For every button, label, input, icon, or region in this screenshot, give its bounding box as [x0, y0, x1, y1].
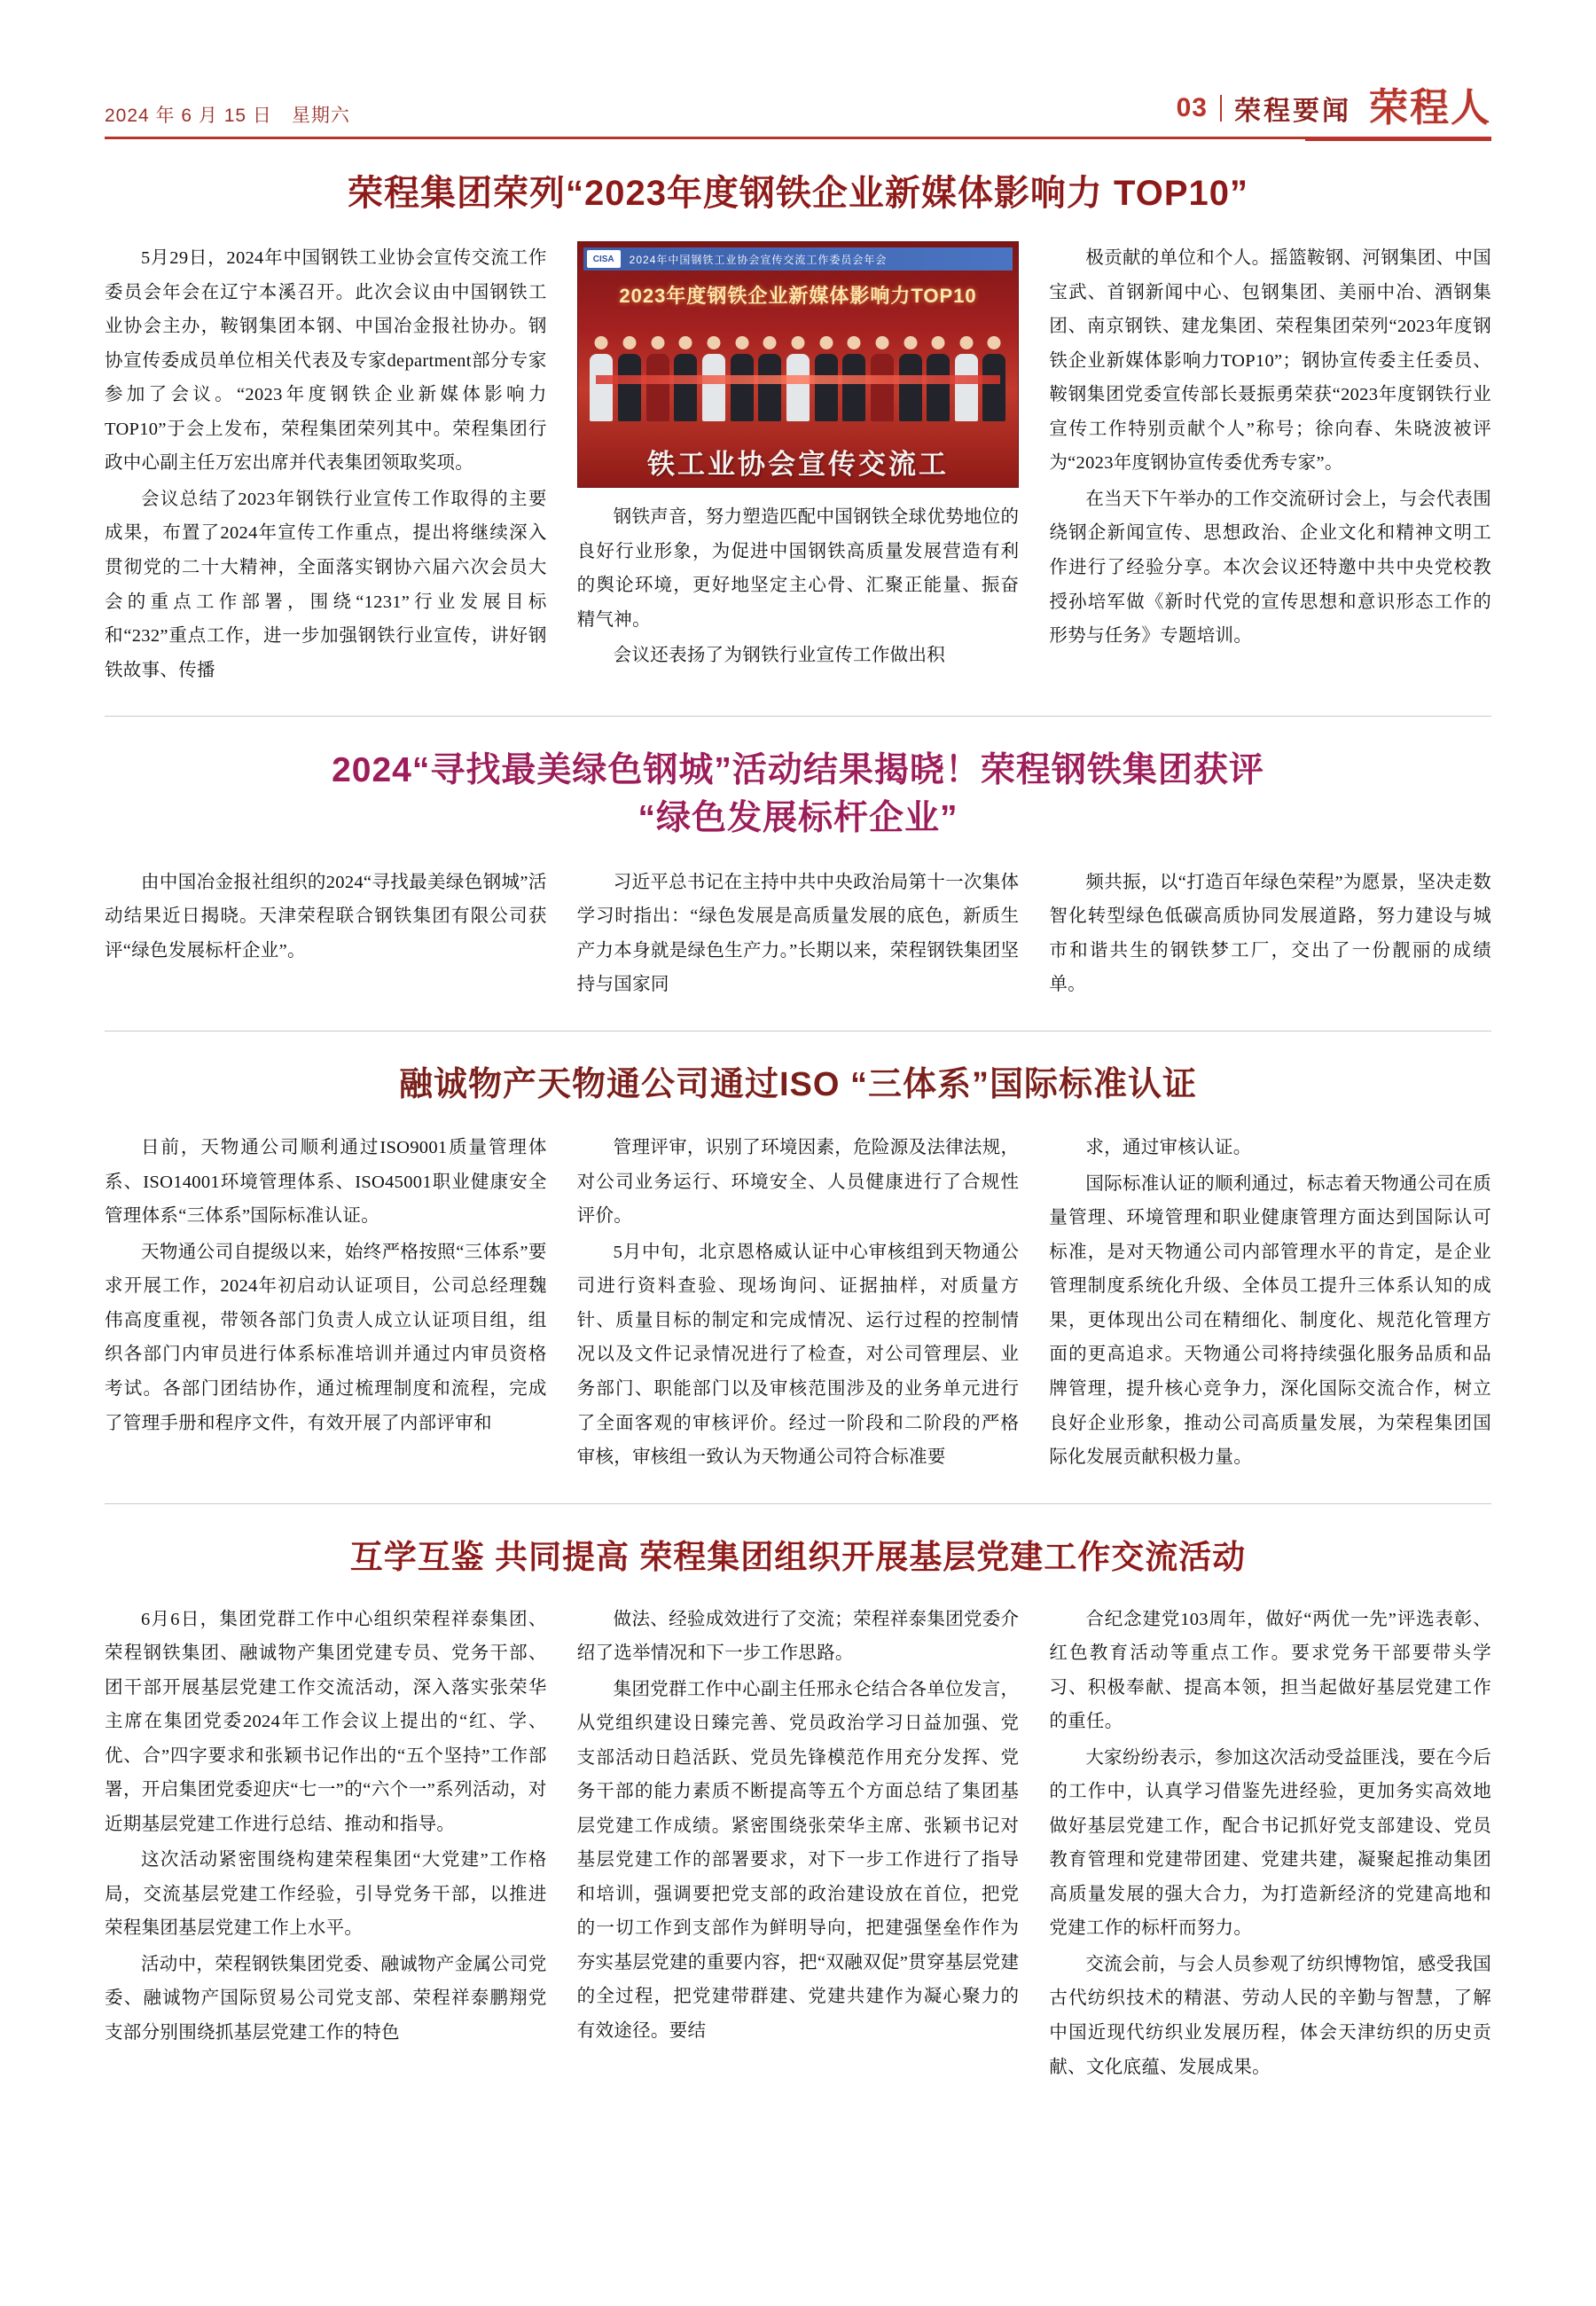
paragraph: 在当天下午举办的工作交流研讨会上，与会代表围绕钢企新闻宣传、思想政治、企业文化和精神文明工作进行了经验分享。本次会议还特邀中共中央党校教授孙培军做《新时代党的宣传思想和意识形态工作的形势与任务》专题培训。	[1049, 489, 1492, 647]
article-2-headline	[105, 747, 1491, 843]
photo-banner-text: 2024年中国钢铁工业协会宣传交流工作委员会年会	[583, 247, 1013, 271]
article-2-column-3	[1049, 866, 1491, 1004]
article-3-headline: 融诚物产天物通公司通过ISO “三体系”国际标准认证	[398, 1065, 1198, 1103]
photo-people-row	[591, 315, 1005, 421]
section-name: 荣程要闻	[1234, 97, 1351, 126]
article-1-column-3	[1049, 241, 1491, 689]
article-2	[105, 717, 1491, 1004]
issue-date	[105, 101, 350, 128]
headline-line-1: 2024“寻找最美绿色钢城”活动结果揭晓！荣程钢铁集团获评	[332, 751, 1264, 790]
masthead	[105, 0, 1491, 139]
publication-logo	[1369, 86, 1491, 130]
article-3	[105, 1031, 1491, 1477]
paragraph: 由中国冶金报社组织的2024“寻找最美绿色钢城”活动结果近日揭晓。天津荣程联合钢铁集团有限公司获评“绿色发展标杆企业”。	[105, 872, 547, 961]
paragraph: 习近平总书记在主持中共中央政治局第十一次集体学习时指出：“绿色发展是高质量发展的底色，新质生产力本身就是绿色生产力。”长期以来，荣程钢铁集团坚持与国家同	[576, 872, 1020, 995]
photo-screen-title: 2023年度钢铁企业新媒体影响力TOP10	[619, 285, 977, 308]
masthead-right	[1176, 86, 1491, 130]
paragraph: 5月29日，2024年中国钢铁工业协会宣传交流工作委员会年会在辽宁本溪召开。此次会议由中国钢铁工业协会主办，鞍钢集团本钢、中国冶金报社协办。钢协宣传委成员单位相关代表及专家department部分专家参加了会议。“2023年度钢铁企业新媒体影响力 TOP10”于会上发布，荣程集团荣列其中。荣程集团行政中心副主任万宏出席并代表集团领取奖项。	[105, 248, 547, 474]
paragraph: 求，通过审核认证。	[1085, 1138, 1252, 1158]
article-1-headline: 荣程集团荣列“2023年度钢铁企业新媒体影响力 TOP10”	[347, 174, 1249, 213]
headline-line-2: “绿色发展标杆企业”	[638, 798, 958, 837]
paragraph: 会议总结了2023年钢铁行业宣传工作取得的主要成果，布置了2024年宣传工作重点，提出将继续深入贯彻党的二十大精神，全面落实钢协六届六次会员大会的重点工作部署，围绕“1231”行业发展目标和“232”重点工作，进一步加强钢铁行业宣传，讲好钢铁故事、传播	[105, 489, 547, 680]
article-2-columns	[105, 866, 1491, 1004]
paragraph: 交流会前，与会人员参观了纺织博物馆，感受我国古代纺织技术的精湛、劳动人民的辛勤与智慧，了解中国近现代纺织业发展历程，体会天津纺织的历史贡献、文化底蕴、发展成果。	[1049, 1954, 1492, 2077]
paragraph: 集团党群工作中心副主任邢永仑结合各单位发言，从党组织建设日臻完善、党员政治学习日益加强、党支部活动日趋活跃、党员先锋模范作用充分发挥、党务干部的能力素质不断提高等五个方面总结了集团基层党建工作成绩。紧密围绕张荣华主席、张颖书记对基层党建工作的部署要求，对下一步工作进行了指导和培训，强调要把党支部的政治建设放在首位，把党的一切工作到支部作为鲜明导向，把建强堡垒作作为夯实基层党建的重要内容，把“双融双促”贯穿基层党建的全过程，把党建带群建、党建共建作为凝心聚力的有效途径。要结	[576, 1679, 1020, 2042]
divider-icon	[1220, 95, 1222, 122]
article-1-column-1	[105, 241, 547, 689]
article-1	[105, 139, 1491, 689]
logo-text: 荣程人	[1369, 86, 1491, 130]
paragraph: 活动中，荣程钢铁集团党委、融诚物产金属公司党委、融诚物产国际贸易公司党支部、荣程祥泰鹏翔党支部分别围绕抓基层党建工作的特色	[105, 1954, 547, 2043]
article-2-column-1	[105, 866, 547, 1004]
paragraph: 大家纷纷表示，参加这次活动受益匪浅，要在今后的工作中，认真学习借鉴先进经验，更加务实高效地做好基层党建工作，配合书记抓好党支部建设、党员教育管理和党建带团建、党建共建，凝聚起推动集团高质量发展的强大合力，为打造新经济的党建高地和党建工作的标杆而努力。	[1049, 1747, 1492, 1939]
article-1-column-2	[577, 241, 1020, 689]
paragraph: 频共振，以“打造百年绿色荣程”为愿景，坚决走数智化转型绿色低碳高质协同发展道路，努力建设与城市和谐共生的钢铁梦工厂，交出了一份靓丽的成绩单。	[1049, 872, 1492, 995]
paragraph: 国际标准认证的顺利通过，标志着天物通公司在质量管理、环境管理和职业健康管理方面达到国际认可标准，是对天物通公司内部管理水平的肯定，是企业管理制度系统化升级、全体员工提升三体系认知的成果，更体现出公司在精细化、制度化、规范化管理方面的更高追求。天物通公司将持续强化服务品质和品牌管理，提升核心竞争力，深化国际交流合作，树立良好企业形象，推动公司高质量发展，为荣程集团国际化发展贡献积极力量。	[1049, 1173, 1492, 1468]
page-number: 03	[1176, 93, 1208, 122]
paragraph: 日前，天物通公司顺利通过ISO9001质量管理体系、ISO14001环境管理体系、ISO45001职业健康安全管理体系“三体系”国际标准认证。	[105, 1138, 547, 1227]
photo-ribbon	[596, 375, 1001, 384]
conference-photo	[577, 241, 1020, 488]
article-2-column-2	[577, 866, 1020, 1004]
article-3-column-1	[105, 1131, 547, 1476]
article-3-column-3	[1049, 1131, 1491, 1476]
article-4-column-1	[105, 1603, 547, 2086]
paragraph: 管理评审，识别了环境因素，危险源及法律法规，对公司业务运行、环境安全、人员健康进行了合规性评价。	[576, 1138, 1020, 1227]
paragraph: 6月6日，集团党群工作中心组织荣程祥泰集团、荣程钢铁集团、融诚物产集团党建专员、党务干部、团干部开展基层党建工作交流活动，深入落实张荣华主席在集团党委2024年工作会议上提出的“红、学、优、合”四字要求和张颖书记作出的“五个坚持”工作部署，开启集团党委迎庆“七一”的“六个一”系列活动，对近期基层党建工作进行总结、推动和指导。	[105, 1609, 547, 1834]
paragraph: 天物通公司自提级以来，始终严格按照“三体系”要求开展工作，2024年初启动认证项目，公司总经理魏伟高度重视，带领各部门负责人成立认证项目组，组织各部门内审员进行体系标准培训并通过内审员资格考试。各部门团结协作，通过梳理制度和流程，完成了管理手册和程序文件，有效开展了内部评审和	[105, 1242, 547, 1433]
article-4	[105, 1504, 1491, 2086]
logo-underline	[1305, 137, 1491, 141]
paragraph: 会议还表扬了为钢铁行业宣传工作做出积	[613, 646, 946, 666]
paragraph: 合纪念建党103周年，做好“两优一先”评选表彰、红色教育活动等重点工作。要求党务干部要带头学习、积极奉献、提高本领，担当起做好基层党建工作的重任。	[1049, 1609, 1492, 1732]
photo-bottom-text: 铁工业协会宣传交流工	[647, 449, 949, 481]
article-3-columns	[105, 1131, 1491, 1476]
article-4-column-3	[1049, 1603, 1491, 2086]
paragraph: 做法、经验成效进行了交流；荣程祥泰集团党委介绍了选举情况和下一步工作思路。	[576, 1609, 1020, 1664]
cisa-logo-icon: CISA	[587, 250, 621, 268]
paragraph: 钢铁声音，努力塑造匹配中国钢铁全球优势地位的良好行业形象，为促进中国钢铁高质量发展营造有利的舆论环境，更好地坚定主心骨、汇聚正能量、振奋精气神。	[576, 507, 1020, 630]
article-3-column-2	[577, 1131, 1020, 1476]
weekday-text: 星期六	[291, 106, 350, 126]
date-text: 2024 年 6 月 15 日	[105, 106, 272, 126]
paragraph: 这次活动紧密围绕构建荣程集团“大党建”工作格局，交流基层党建工作经验，引导党务干部，以推进荣程集团基层党建工作上水平。	[105, 1850, 547, 1939]
article-1-columns	[105, 241, 1491, 689]
paragraph: 极贡献的单位和个人。摇篮鞍钢、河钢集团、中国宝武、首钢新闻中心、包钢集团、美丽中冶、酒钢集团、南京钢铁、建龙集团、荣程集团荣列“2023年度钢铁企业新媒体影响力TOP10”；钢协宣传委主任委员、鞍钢集团党委宣传部长聂振勇荣获“2023年度钢铁行业宣传工作特别贡献个人”称号；徐向春、朱晓波被评为“2023年度钢协宣传委优秀专家”。	[1049, 248, 1492, 474]
article-4-column-2	[577, 1603, 1020, 2086]
paragraph: 5月中旬，北京恩格威认证中心审核组到天物通公司进行资料查验、现场询问、证据抽样，对质量方针、质量目标的制定和完成情况、运行过程的控制情况以及文件记录情况进行了检查，对公司管理层、业务部门、职能部门以及审核范围涉及的业务单元进行了全面客观的审核评价。经过一阶段和二阶段的严格审核，审核组一致认为天物通公司符合标准要	[576, 1242, 1020, 1468]
article-4-columns	[105, 1603, 1491, 2086]
article-4-headline: 互学互鉴 共同提高 荣程集团组织开展基层党建工作交流活动	[349, 1538, 1247, 1575]
